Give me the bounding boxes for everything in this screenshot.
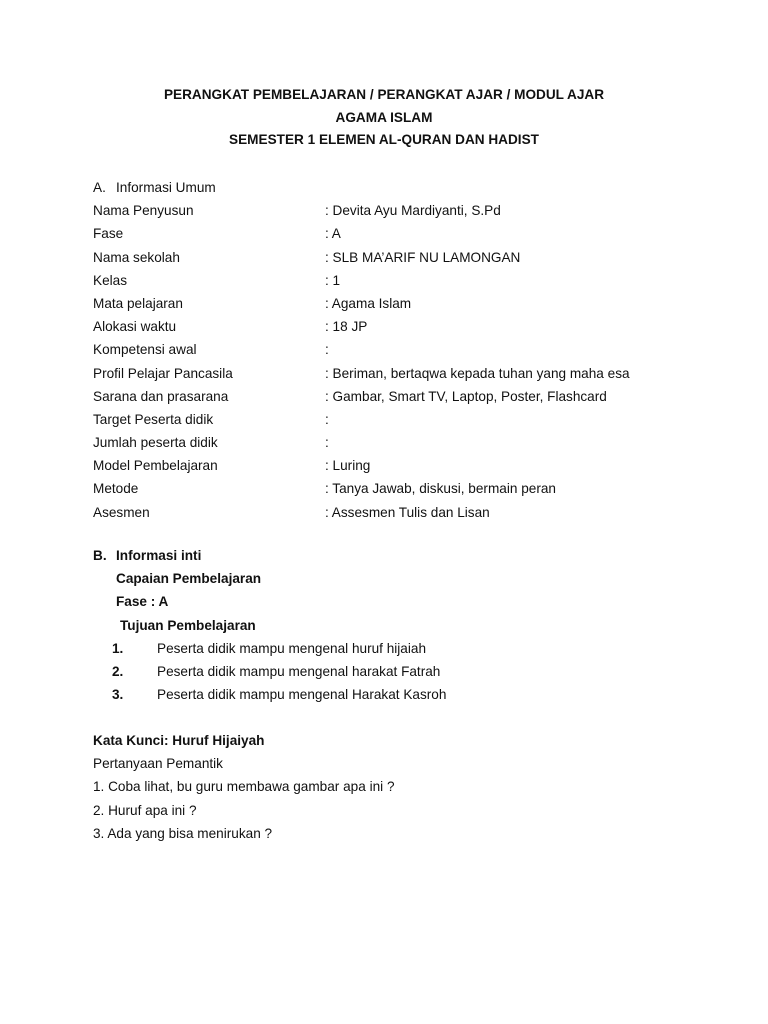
info-label: Jumlah peserta didik [93, 435, 218, 451]
info-value: : A [325, 226, 341, 242]
info-label: Mata pelajaran [93, 295, 183, 311]
info-label: Alokasi waktu [93, 319, 177, 335]
info-value: : Beriman, bertaqwa kepada tuhan yang maha esa [325, 365, 630, 381]
info-row [93, 246, 713, 269]
info-value: : SLB MA’ARIF NU LAMONGAN [325, 249, 521, 265]
info-row [93, 315, 713, 338]
tujuan-heading: Tujuan Pembelajaran [120, 617, 256, 633]
info-value: : 1 [325, 272, 341, 288]
info-label: Model Pembelajaran [93, 458, 218, 474]
section-a-title: Informasi Umum [116, 180, 216, 195]
tujuan-text: Peserta didik mampu mengenal harakat Fatrah [157, 663, 441, 679]
info-label: Kompetensi awal [93, 342, 197, 358]
section-a-heading [93, 176, 713, 199]
info-value: : Tanya Jawab, diskusi, bermain peran [325, 481, 556, 497]
tujuan-text: Peserta didik mampu mengenal huruf hijaiah [157, 640, 427, 656]
info-label: Nama Penyusun [93, 203, 194, 219]
tujuan-list-item [93, 683, 713, 706]
info-value: : Agama Islam [325, 295, 412, 311]
info-row [93, 222, 713, 245]
info-value: : Assesmen Tulis dan Lisan [325, 504, 490, 520]
kata-kunci: Kata Kunci: Huruf Hijaiyah [93, 733, 265, 748]
capaian-heading: Capaian Pembelajaran [116, 571, 262, 587]
title-line-3: SEMESTER 1 ELEMEN AL-QURAN DAN HADIST [229, 132, 539, 147]
question-item: 3. Ada yang bisa menirukan ? [93, 825, 273, 841]
info-label: Asesmen [93, 504, 150, 520]
title-line-2: AGAMA ISLAM [335, 109, 433, 125]
info-label: Kelas [93, 272, 128, 288]
info-row [93, 338, 713, 361]
tujuan-list-item [93, 660, 713, 683]
document-title-block [0, 84, 768, 152]
info-row [93, 431, 713, 454]
title-line-1: PERANGKAT PEMBELAJARAN / PERANGKAT AJAR / MODUL AJAR [163, 87, 605, 102]
info-value: : 18 JP [325, 319, 368, 335]
info-row [93, 292, 713, 315]
info-label: Profil Pelajar Pancasila [93, 365, 233, 381]
info-row [93, 408, 713, 431]
info-value: : [325, 411, 329, 427]
info-row [93, 477, 713, 500]
info-row [93, 269, 713, 292]
section-b-title: Informasi inti [116, 548, 202, 563]
tujuan-number: 3. [112, 687, 124, 703]
tujuan-number: 2. [112, 663, 124, 679]
info-label: Metode [93, 481, 139, 497]
info-label: Sarana dan prasarana [93, 388, 229, 404]
info-label: Target Peserta didik [93, 411, 214, 427]
info-value: : Devita Ayu Mardiyanti, S.Pd [325, 203, 501, 219]
question-item: 1. Coba lihat, bu guru membawa gambar apa ini ? [93, 779, 395, 795]
tujuan-number: 1. [112, 640, 124, 656]
info-label: Nama sekolah [93, 249, 180, 265]
section-a-informasi-umum [93, 176, 713, 524]
info-row [93, 362, 713, 385]
tujuan-text: Peserta didik mampu mengenal Harakat Kasroh [157, 687, 447, 703]
section-a-marker: A. [93, 180, 106, 195]
section-b-marker: B. [93, 548, 107, 563]
info-value: : Luring [325, 458, 371, 474]
question-item: 2. Huruf apa ini ? [93, 802, 197, 818]
closing-section [93, 729, 713, 845]
info-value: : [325, 342, 329, 358]
tujuan-list-item [93, 637, 713, 660]
info-value: : Gambar, Smart TV, Laptop, Poster, Flashcard [325, 388, 607, 404]
info-row [93, 501, 713, 524]
section-b-informasi-inti [93, 544, 713, 706]
info-value: : [325, 435, 329, 451]
info-label: Fase [93, 226, 124, 242]
info-row [93, 385, 713, 408]
fase-label: Fase : A [116, 594, 169, 610]
info-row [93, 199, 713, 222]
section-b-heading [93, 544, 713, 567]
info-row [93, 454, 713, 477]
pertanyaan-pemantik-heading: Pertanyaan Pemantik [93, 756, 223, 772]
